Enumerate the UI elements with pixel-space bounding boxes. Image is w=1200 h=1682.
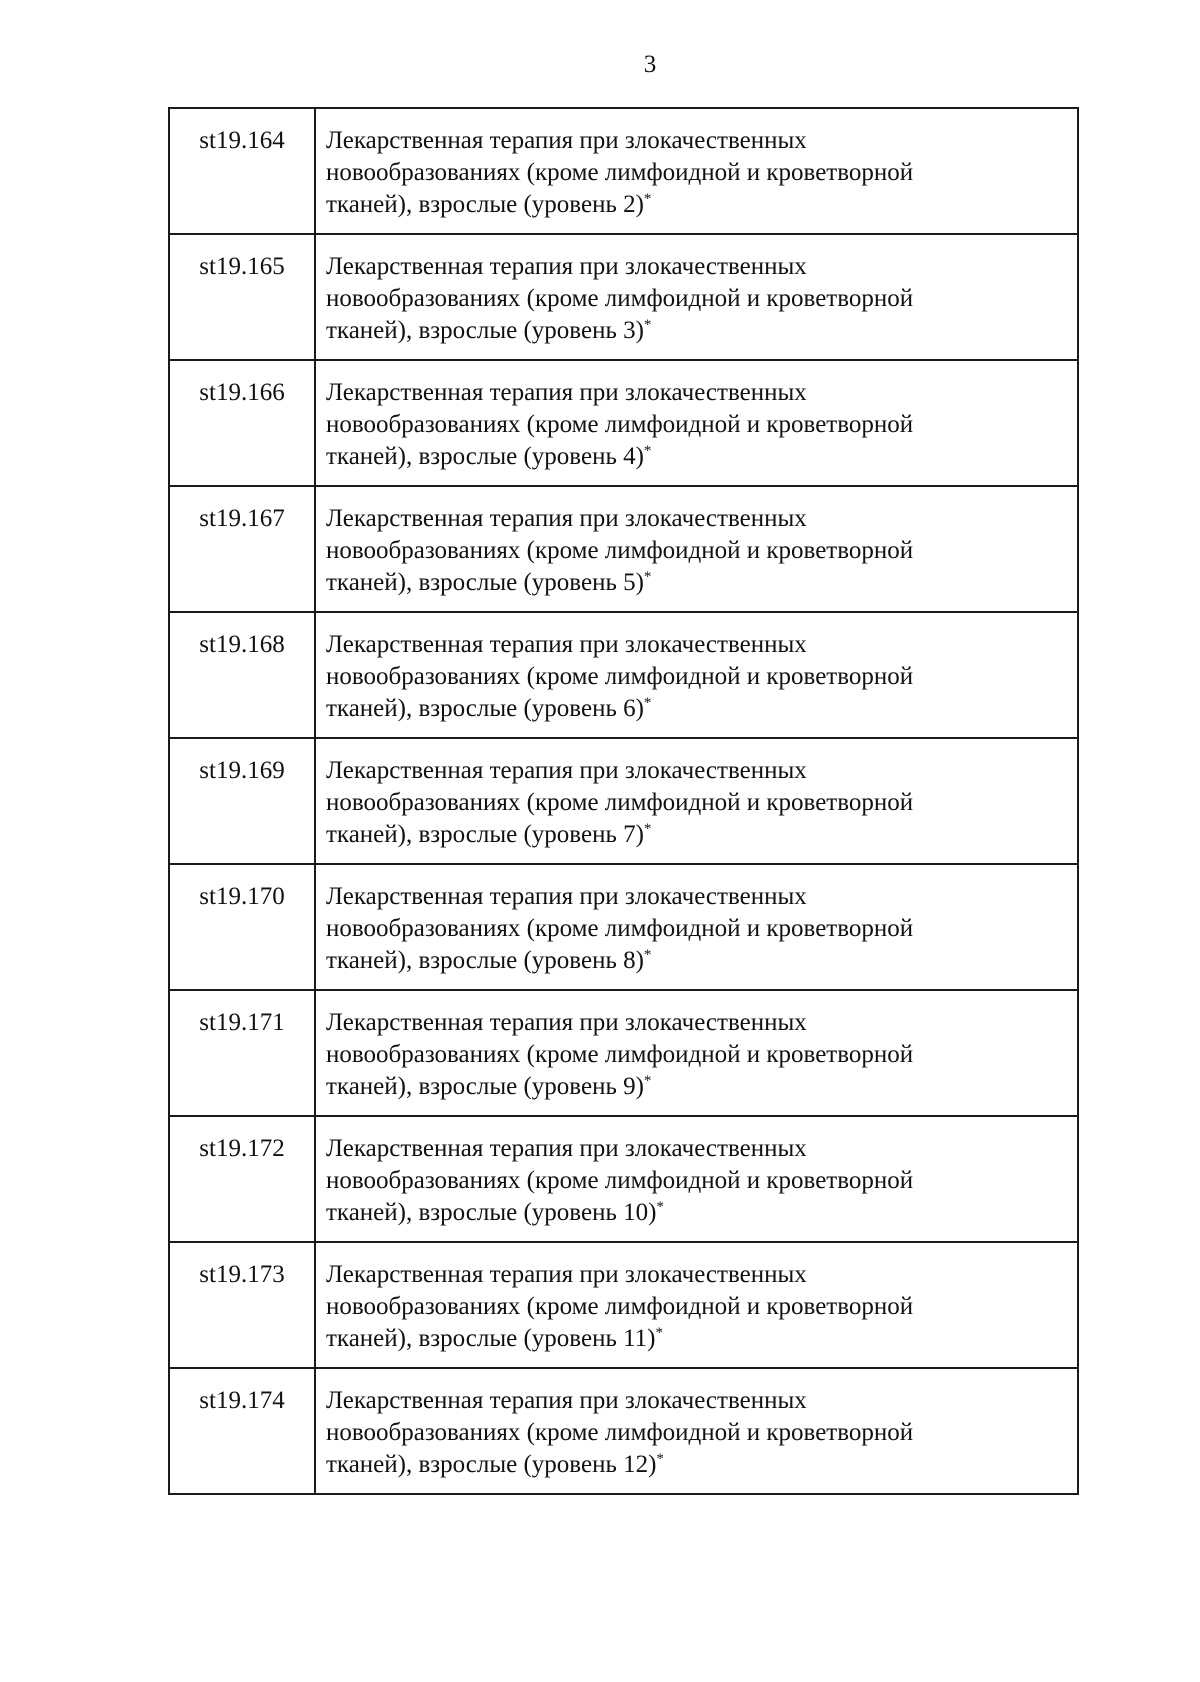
description-text: тканей), взрослые (уровень 2): [326, 191, 644, 218]
description-line-last: [326, 1197, 1071, 1229]
code-cell: st19.174: [169, 1368, 315, 1494]
code-cell: st19.169: [169, 738, 315, 864]
description-text: тканей), взрослые (уровень 7): [326, 821, 644, 848]
description-line-last: [326, 693, 1071, 725]
description-line: новообразованиях (кроме лимфоидной и кроветворной: [326, 1167, 914, 1194]
code-cell: st19.164: [169, 108, 315, 234]
description-line: Лекарственная терапия при злокачественных: [326, 253, 807, 280]
description-line: новообразованиях (кроме лимфоидной и кроветворной: [326, 915, 914, 942]
description-text: тканей), взрослые (уровень 10): [326, 1199, 657, 1226]
description-line: новообразованиях (кроме лимфоидной и кроветворной: [326, 789, 914, 816]
description-line-last: [326, 567, 1071, 599]
description-line: новообразованиях (кроме лимфоидной и кроветворной: [326, 663, 914, 690]
description-line-last: [326, 1071, 1071, 1103]
table-row: [169, 486, 1078, 612]
code-cell: st19.173: [169, 1242, 315, 1368]
description-line: Лекарственная терапия при злокачественных: [326, 1261, 807, 1288]
description-text: тканей), взрослые (уровень 11): [326, 1325, 656, 1352]
description-line-last: [326, 1449, 1071, 1481]
description-cell: [315, 990, 1078, 1116]
description-line: Лекарственная терапия при злокачественных: [326, 127, 807, 154]
description-cell: [315, 1242, 1078, 1368]
description-line: Лекарственная терапия при злокачественных: [326, 757, 807, 784]
footnote-mark: *: [643, 947, 652, 963]
code-cell: st19.165: [169, 234, 315, 360]
description-text: тканей), взрослые (уровень 6): [326, 695, 644, 722]
footnote-mark: *: [643, 317, 652, 333]
table-row: [169, 612, 1078, 738]
page-number: 3: [643, 51, 657, 78]
code-cell: st19.167: [169, 486, 315, 612]
table-row: [169, 1116, 1078, 1242]
table-row: [169, 990, 1078, 1116]
description-text: тканей), взрослые (уровень 3): [326, 317, 644, 344]
description-line: Лекарственная терапия при злокачественных: [326, 883, 807, 910]
description-line-last: [326, 315, 1071, 347]
description-line-last: [326, 189, 1071, 221]
table-row: [169, 738, 1078, 864]
description-line: Лекарственная терапия при злокачественных: [326, 1387, 807, 1414]
description-line: новообразованиях (кроме лимфоидной и кроветворной: [326, 1293, 914, 1320]
description-line-last: [326, 441, 1071, 473]
description-text: тканей), взрослые (уровень 8): [326, 947, 644, 974]
footnote-mark: *: [656, 1451, 664, 1467]
description-line-last: [326, 945, 1071, 977]
description-line: новообразованиях (кроме лимфоидной и кроветворной: [326, 411, 914, 438]
description-line: новообразованиях (кроме лимфоидной и кроветворной: [326, 537, 914, 564]
footnote-mark: *: [655, 1325, 663, 1341]
footnote-mark: *: [643, 569, 652, 585]
table-row: [169, 1368, 1078, 1494]
code-cell: st19.170: [169, 864, 315, 990]
description-line: новообразованиях (кроме лимфоидной и кроветворной: [326, 159, 914, 186]
description-line: новообразованиях (кроме лимфоидной и кроветворной: [326, 285, 914, 312]
description-text: тканей), взрослые (уровень 5): [326, 569, 644, 596]
description-text: тканей), взрослые (уровень 9): [326, 1073, 644, 1100]
table-row: [169, 360, 1078, 486]
footnote-mark: *: [643, 191, 652, 207]
description-cell: [315, 360, 1078, 486]
description-line: Лекарственная терапия при злокачественных: [326, 505, 807, 532]
table-row: [169, 864, 1078, 990]
description-cell: [315, 486, 1078, 612]
table-row: [169, 234, 1078, 360]
table-row: [169, 108, 1078, 234]
description-text: тканей), взрослые (уровень 4): [326, 443, 644, 470]
code-cell: st19.168: [169, 612, 315, 738]
code-cell: st19.172: [169, 1116, 315, 1242]
description-cell: [315, 612, 1078, 738]
description-line: Лекарственная терапия при злокачественных: [326, 631, 807, 658]
code-cell: st19.171: [169, 990, 315, 1116]
table-row: [169, 1242, 1078, 1368]
description-cell: [315, 234, 1078, 360]
description-line: новообразованиях (кроме лимфоидной и кроветворной: [326, 1041, 914, 1068]
description-line: новообразованиях (кроме лимфоидной и кроветворной: [326, 1419, 914, 1446]
footnote-mark: *: [643, 443, 652, 459]
description-line: Лекарственная терапия при злокачественных: [326, 379, 807, 406]
description-line: Лекарственная терапия при злокачественных: [326, 1009, 807, 1036]
footnote-mark: *: [643, 1073, 652, 1089]
description-cell: [315, 864, 1078, 990]
description-line-last: [326, 819, 1071, 851]
code-cell: st19.166: [169, 360, 315, 486]
tariff-codes-table: [168, 107, 1079, 1495]
footnote-mark: *: [643, 821, 652, 837]
description-cell: [315, 1116, 1078, 1242]
description-line-last: [326, 1323, 1071, 1355]
footnote-mark: *: [643, 695, 652, 711]
description-cell: [315, 738, 1078, 864]
footnote-mark: *: [656, 1199, 664, 1215]
description-cell: [315, 108, 1078, 234]
description-line: Лекарственная терапия при злокачественных: [326, 1135, 807, 1162]
description-text: тканей), взрослые (уровень 12): [326, 1451, 657, 1478]
description-cell: [315, 1368, 1078, 1494]
